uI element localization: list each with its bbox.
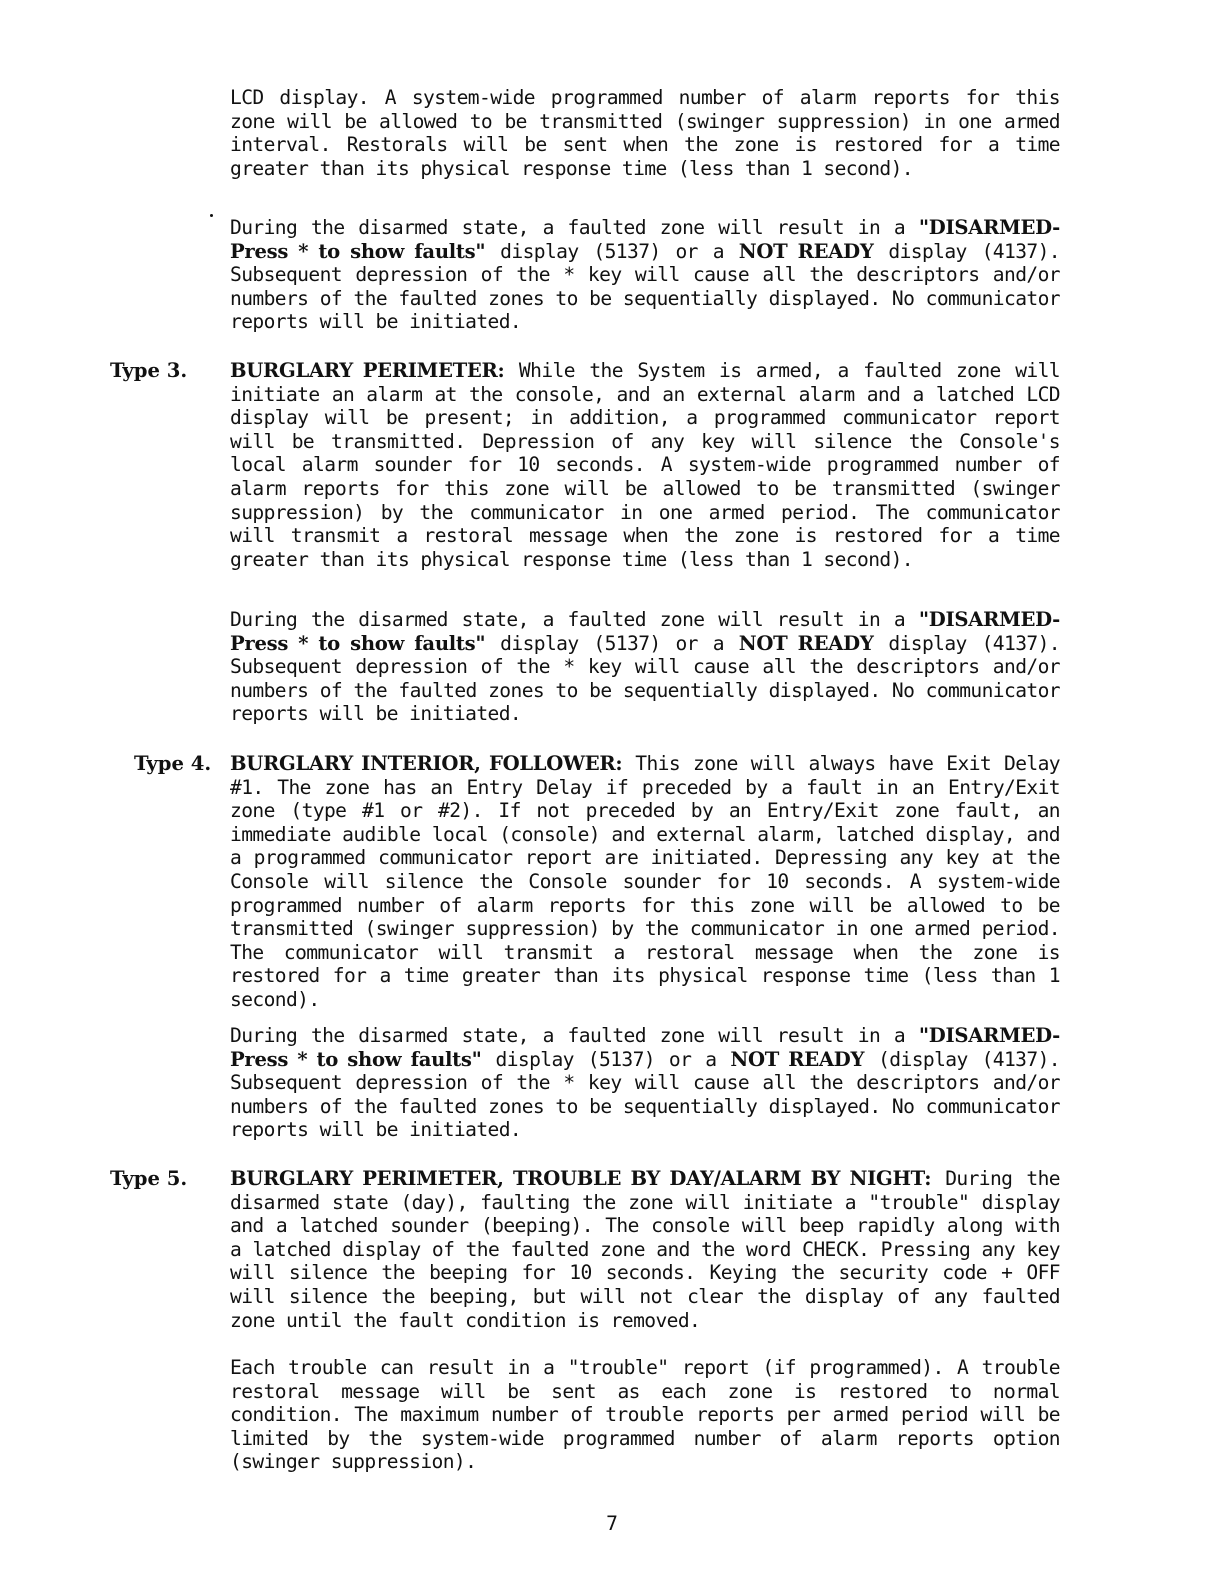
type-5-heading: BURGLARY PERIMETER, TROUBLE BY DAY/ALARM BY NIGHT: — [230, 1167, 932, 1190]
text: display (4137). Subsequent depression of the * key will cause all the descriptors and/or numbers of the faulted zones to be sequentially displayed. No communicator reports will be initiated. — [230, 631, 1060, 726]
type-4-paragraph — [230, 752, 1060, 1012]
text: During the disarmed state, a faulted zone will result in a — [230, 216, 919, 239]
text: (display (4137). Subsequent depression of the * key will cause all the descriptors and/or numbers of the faulted zones to be sequentially displayed. No communicator reports will be initiated. — [230, 1047, 1060, 1142]
type-3-label: Type 3. — [110, 359, 188, 382]
text: display (5137) or a — [485, 239, 739, 263]
text: During the disarmed state, a faulted zone will result in a — [230, 1024, 919, 1047]
type-5-paragraph — [230, 1167, 1060, 1332]
bold-disarmed-message: "DISARMED-Press * to show faults" — [230, 608, 1060, 655]
bold-not-ready: NOT READY — [738, 631, 874, 655]
bold-not-ready: NOT READY — [738, 239, 874, 263]
type-4-label: Type 4. — [134, 752, 212, 775]
type-4-disarmed-paragraph — [230, 1024, 1060, 1142]
paragraph-lcd-display: LCD display. A system-wide programmed number of alarm reports for this zone will be allowed to be transmitted (swinger suppression) in one armed interval. Restorals will be sent when the zone is restored for a time greater than its physical response time (less than 1 second). — [230, 86, 1060, 180]
bold-not-ready: NOT READY — [730, 1047, 865, 1071]
type-3-heading: BURGLARY PERIMETER: — [230, 359, 505, 382]
text: During the disarmed state, a faulted zone will result in a — [230, 608, 919, 631]
bold-disarmed-message: "DISARMED-Press * to show faults" — [230, 1024, 1060, 1071]
text: display (5137) or a — [485, 631, 739, 655]
type-5-trouble-paragraph: Each trouble can result in a "trouble" report (if programmed). A trouble restoral message will be sent as each zone is restored to normal condition. The maximum number of trouble reports per armed period will be limited by the system-wide programmed number of alarm reports option (swinger suppression). — [230, 1356, 1060, 1474]
type-3-text: While the System is armed, a faulted zone will initiate an alarm at the console, and an external alarm and a latched LCD display will be present; in addition, a programmed communicator report will be transmitted. Depression of any key will silence the Console's local alarm sounder for 10 seconds. A system-wide programmed number of alarm reports for this zone will be allowed to be transmitted (swinger suppression) by the communicator in one armed period. The communicator will transmit a restoral message when the zone is restored for a time greater than its physical response time (less than 1 second). — [230, 359, 1060, 571]
type-4-heading: BURGLARY INTERIOR, FOLLOWER: — [230, 752, 623, 775]
paragraph-disarmed-state — [230, 216, 1060, 334]
type-3-paragraph — [230, 359, 1060, 571]
type-4-text: This zone will always have Exit Delay #1. The zone has an Entry Delay if preceded by a fault in an Entry/Exit zone (type #1 or #2). If not preceded by an Entry/Exit zone fault, an immediate audible local (console) and external alarm, latched display, and a programmed communicator report are initiated. Depressing any key at the Console will silence the Console sounder for 10 seconds. A system-wide programmed number of alarm reports for this zone will be allowed to be transmitted (swinger suppression) by the communicator in one armed period. The communicator will transmit a restoral message when the zone is restored for a time greater than its physical response time (less than 1 second). — [230, 752, 1061, 1011]
page-number: 7 — [606, 1512, 618, 1535]
type-5-text: During the disarmed state (day), faulting the zone will initiate a "trouble" display and a latched sounder (beeping). The console will beep rapidly along with a latched display of the faulted zone and the word CHECK. Pressing any key will silence the beeping for 10 seconds. Keying the security code + OFF will silence the beeping, but will not clear the display of any faulted zone until the fault condition is removed. — [230, 1167, 1060, 1332]
text: display (4137). Subsequent depression of the * key will cause all the descriptors and/or numbers of the faulted zones to be sequentially displayed. No communicator reports will be initiated. — [230, 239, 1060, 334]
stray-mark — [210, 214, 213, 217]
text: display (5137) or a — [481, 1047, 731, 1071]
bold-disarmed-message: "DISARMED-Press * to show faults" — [230, 216, 1060, 263]
type-5-label: Type 5. — [110, 1167, 188, 1190]
type-3-disarmed-paragraph — [230, 608, 1060, 726]
